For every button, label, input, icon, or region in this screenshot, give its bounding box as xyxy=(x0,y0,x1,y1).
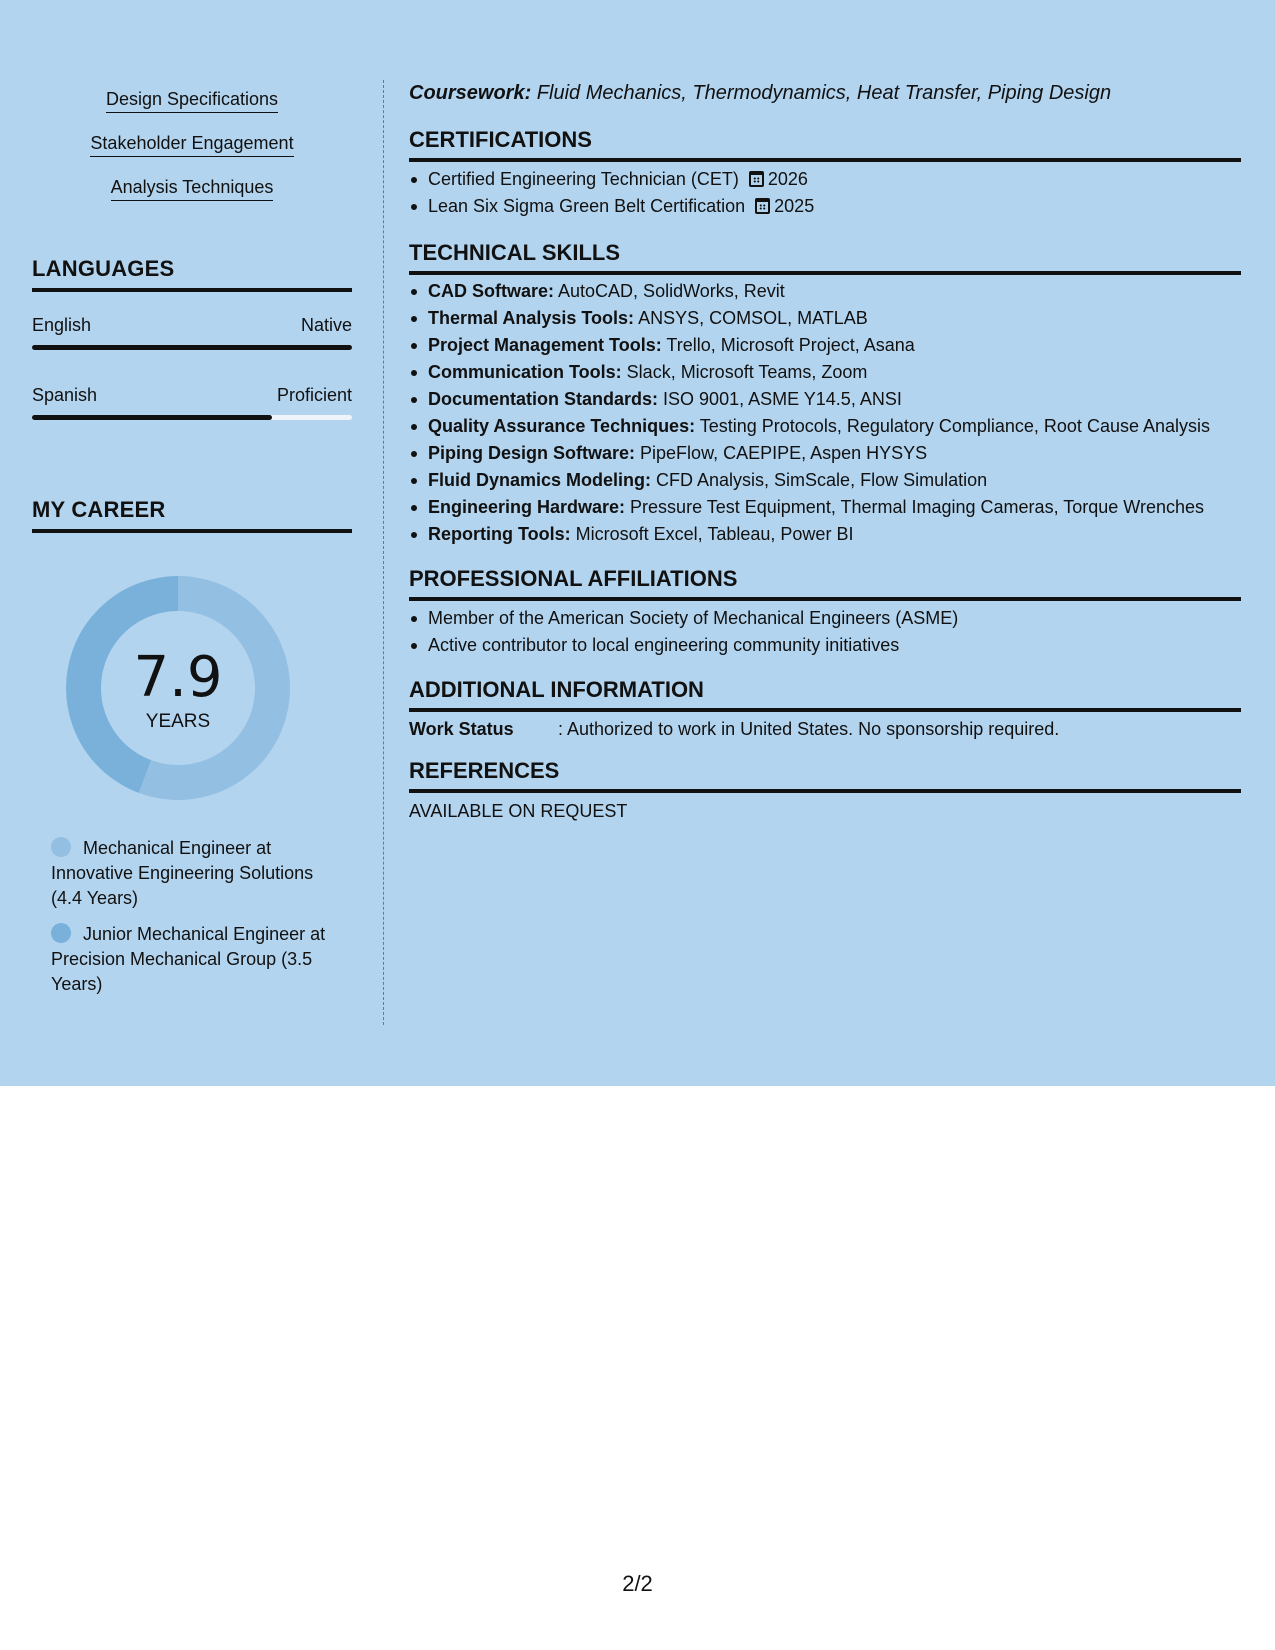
skill-links xyxy=(32,88,352,220)
certification-year: 2026 xyxy=(767,169,808,189)
language-name: Spanish xyxy=(32,385,98,405)
skill-item xyxy=(409,494,1241,521)
career-position-label: Junior Mechanical Engineer at Precision Mechanical Group (3.5 Years) xyxy=(51,924,326,994)
technical-skills-list xyxy=(409,278,1241,548)
career-legend-item xyxy=(51,836,341,911)
references-text: AVAILABLE ON REQUEST xyxy=(409,801,628,821)
affiliation-item: Member of the American Society of Mechanical Engineers (ASME) xyxy=(409,605,1241,632)
skill-item xyxy=(409,332,1241,359)
skill-item xyxy=(409,440,1241,467)
skill-link[interactable]: Analysis Techniques xyxy=(111,176,274,201)
skill-value: Microsoft Excel, Tableau, Power BI xyxy=(570,524,854,544)
skill-value: ISO 9001, ASME Y14.5, ANSI xyxy=(658,389,902,409)
career-total-unit: YEARS xyxy=(145,711,211,732)
language-bar-fill xyxy=(32,415,272,420)
skill-value: Testing Protocols, Regulatory Compliance, Root Cause Analysis xyxy=(695,416,1211,436)
skill-label: Quality Assurance Techniques: xyxy=(428,416,696,436)
work-status xyxy=(409,717,1059,741)
language-bar-fill xyxy=(32,345,352,350)
work-status-label: Work Status xyxy=(409,719,514,739)
calendar-icon xyxy=(749,171,764,187)
career-heading: MY CAREER xyxy=(32,497,352,533)
skill-label: Communication Tools: xyxy=(428,362,622,382)
language-row xyxy=(32,384,352,420)
certification-name: Certified Engineering Technician (CET) xyxy=(428,169,739,189)
skill-value: Slack, Microsoft Teams, Zoom xyxy=(621,362,868,382)
certifications-heading: CERTIFICATIONS xyxy=(409,127,1241,162)
career-total-value: 7.9 xyxy=(133,645,223,710)
affiliations-list xyxy=(409,605,1241,659)
certification-year: 2025 xyxy=(774,196,815,216)
skill-value: Trello, Microsoft Project, Asana xyxy=(661,335,915,355)
skill-value: PipeFlow, CAEPIPE, Aspen HYSYS xyxy=(635,443,928,463)
skill-link[interactable]: Stakeholder Engagement xyxy=(90,132,293,157)
skill-label: CAD Software: xyxy=(428,281,555,301)
skill-label: Piping Design Software: xyxy=(428,443,636,463)
skill-item xyxy=(409,305,1241,332)
language-bar xyxy=(32,345,352,350)
skill-value: CFD Analysis, SimScale, Flow Simulation xyxy=(651,470,988,490)
work-status-value: : Authorized to work in United States. No sponsorship required. xyxy=(558,719,1060,739)
coursework-text: Fluid Mechanics, Thermodynamics, Heat Transfer, Piping Design xyxy=(531,82,1112,104)
skill-item xyxy=(409,521,1241,548)
column-divider xyxy=(383,80,384,1025)
skill-label: Fluid Dynamics Modeling: xyxy=(428,470,652,490)
skill-value: ANSYS, COMSOL, MATLAB xyxy=(634,308,868,328)
skill-item xyxy=(409,278,1241,305)
language-bar xyxy=(32,415,352,420)
affiliation-item: Active contributor to local engineering community initiatives xyxy=(409,632,1241,659)
skill-value: AutoCAD, SolidWorks, Revit xyxy=(554,281,785,301)
career-position-label: Mechanical Engineer at Innovative Engineering Solutions (4.4 Years) xyxy=(51,838,314,908)
legend-dot-icon xyxy=(51,837,71,857)
legend-dot-icon xyxy=(51,923,71,943)
calendar-icon xyxy=(755,198,770,214)
skill-item xyxy=(409,413,1241,440)
skill-item xyxy=(409,467,1241,494)
career-legend-item xyxy=(51,922,341,997)
skill-item xyxy=(409,386,1241,413)
language-row xyxy=(32,314,352,350)
page-number: 2/2 xyxy=(622,1571,653,1596)
language-level: Proficient xyxy=(276,385,352,405)
certification-item xyxy=(409,193,1241,220)
skill-value: Pressure Test Equipment, Thermal Imaging Cameras, Torque Wrenches xyxy=(625,497,1204,517)
skill-label: Documentation Standards: xyxy=(428,389,659,409)
skill-item xyxy=(409,359,1241,386)
additional-information-heading: ADDITIONAL INFORMATION xyxy=(409,677,1241,712)
languages-heading: LANGUAGES xyxy=(32,256,352,292)
skill-link[interactable]: Design Specifications xyxy=(106,88,278,113)
technical-skills-heading: TECHNICAL SKILLS xyxy=(409,240,1241,275)
certification-item xyxy=(409,166,1241,193)
coursework xyxy=(409,80,1111,106)
certification-name: Lean Six Sigma Green Belt Certification xyxy=(428,196,746,216)
certifications-list xyxy=(409,166,1241,220)
references-heading: REFERENCES xyxy=(409,758,1241,793)
coursework-label: Coursework: xyxy=(409,82,532,104)
skill-label: Thermal Analysis Tools: xyxy=(428,308,635,328)
language-name: English xyxy=(32,315,92,335)
skill-label: Reporting Tools: xyxy=(428,524,571,544)
skill-label: Project Management Tools: xyxy=(428,335,662,355)
skill-label: Engineering Hardware: xyxy=(428,497,626,517)
affiliations-heading: PROFESSIONAL AFFILIATIONS xyxy=(409,566,1241,601)
language-level: Native xyxy=(300,315,352,335)
